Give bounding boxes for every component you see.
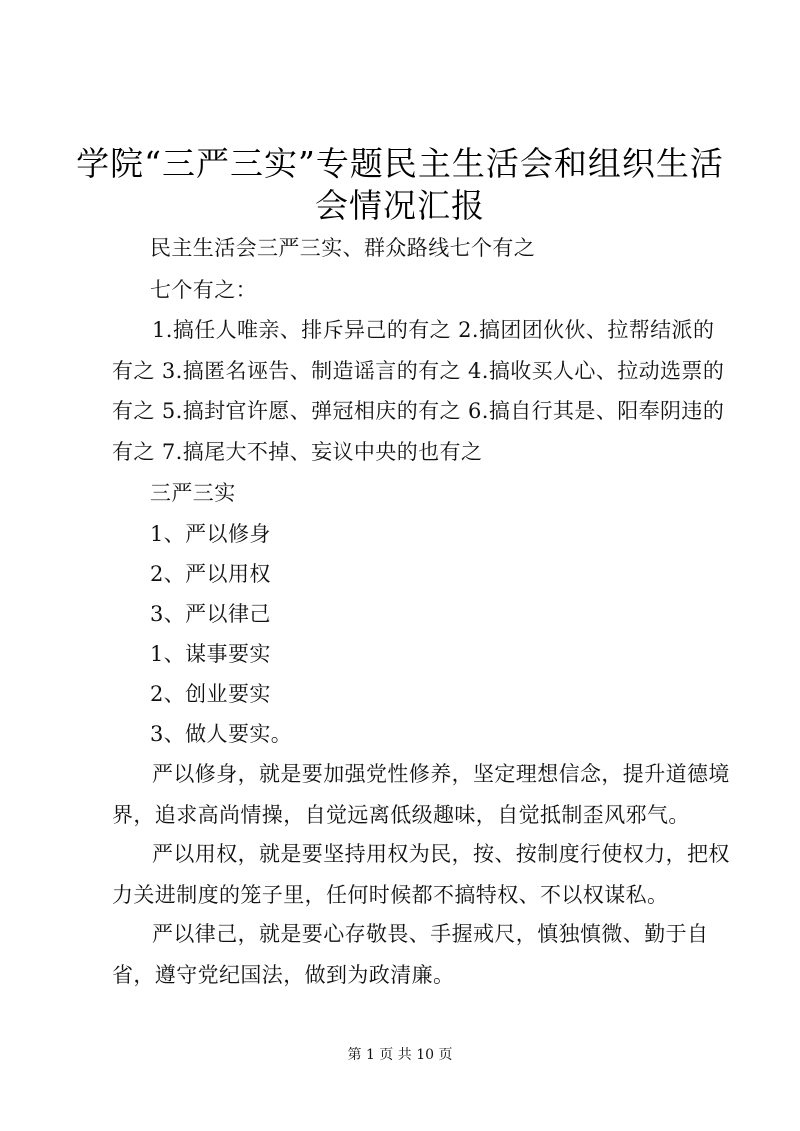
section-heading-seven: 七个有之： xyxy=(150,278,257,302)
paragraph-seven-items: 1.搞任人唯亲、排斥异己的有之 2.搞团团伙伙、拉帮结派的有之 3.搞匿名诬告、制造谣言的有之 4.搞收买人心、拉动选票的有之 5.搞封官许愿、弹冠相庆的有之 6.搞自行其是、阳奉阴违的有之 7.搞尾大不掉、妄议中央的也有之 xyxy=(112,318,725,464)
intro-line: 民主生活会三严三实、群众路线七个有之 xyxy=(150,236,536,260)
document-title-line-2: 会情况汇报 xyxy=(315,186,485,225)
list-item: 1、严以修身 xyxy=(150,522,271,546)
list-item: 3、严以律己 xyxy=(150,602,271,626)
list-item: 2、严以用权 xyxy=(150,562,271,586)
list-item: 1、谋事要实 xyxy=(150,642,271,666)
page-footer: 第 1 页 共 10 页 xyxy=(347,1047,453,1063)
list-item: 2、创业要实 xyxy=(150,682,271,706)
section-heading-sansan: 三严三实 xyxy=(150,481,236,505)
paragraph-yongquan: 严以用权，就是要坚持用权为民，按、按制度行使权力，把权力关进制度的笼子里，任何时候都不搞特权、不以权谋私。 xyxy=(112,842,730,907)
list-item: 3、做人要实。 xyxy=(150,722,293,746)
document-title-line-1: 学院“三严三实”专题民主生活会和组织生活 xyxy=(76,144,724,183)
paragraph-xiushen: 严以修身，就是要加强党性修养，坚定理想信念，提升道德境界，追求高尚情操，自觉远离低级趣味，自觉抵制歪风邪气。 xyxy=(112,762,730,827)
paragraph-lvji: 严以律己，就是要心存敬畏、手握戒尺，慎独慎微、勤于自省，遵守党纪国法，做到为政清廉。 xyxy=(112,922,709,987)
